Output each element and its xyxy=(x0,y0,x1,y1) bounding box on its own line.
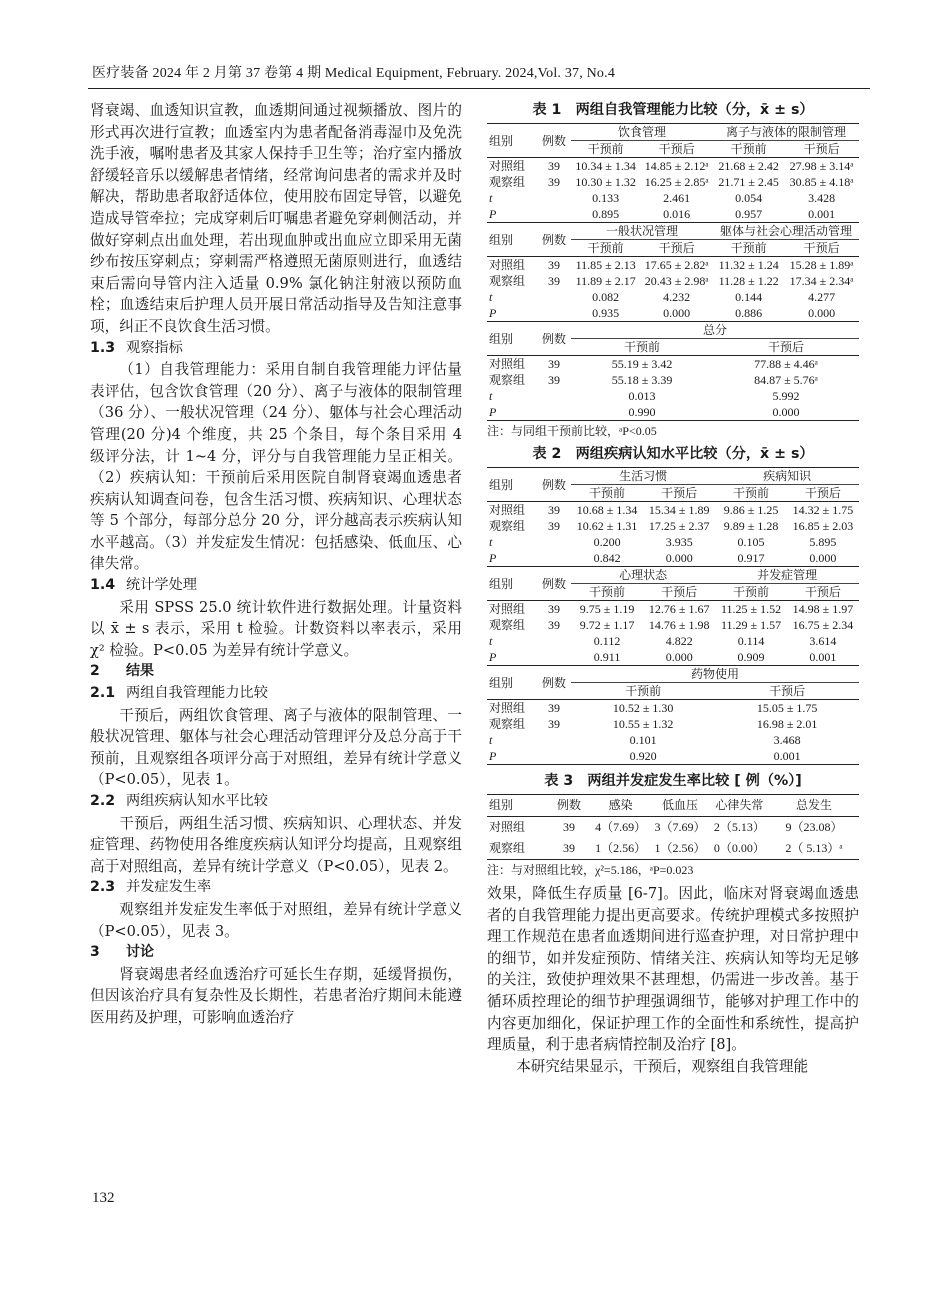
section-heading-2-2: 2.2 两组疾病认知水平比较 xyxy=(90,793,268,809)
table-2 xyxy=(487,467,859,765)
cell: 17.65 ± 2.82ᵃ xyxy=(644,258,709,272)
header-group: 组别 xyxy=(489,675,514,690)
section-heading-1-4: 1.4 统计学处理 xyxy=(90,577,197,594)
cell: 39 xyxy=(548,274,560,288)
header-post: 干预后 xyxy=(804,486,841,500)
header-count: 例数 xyxy=(541,133,566,148)
col-header: 例数 xyxy=(556,798,581,812)
row-label: P xyxy=(489,207,497,221)
header-post: 干预后 xyxy=(658,241,695,255)
cell: 11.89 ± 2.17 xyxy=(575,274,636,288)
cell: 0.917 xyxy=(737,551,765,565)
row-label: 对照组 xyxy=(489,820,526,834)
cell: 20.43 ± 2.98ᵃ xyxy=(644,274,709,288)
header-group: 组别 xyxy=(489,133,514,148)
cell: 2（5.13） xyxy=(713,820,765,834)
row-label: 观察组 xyxy=(489,274,526,288)
cell: 0.000 xyxy=(665,650,693,664)
cell: 0.957 xyxy=(735,207,763,221)
cell: 15.28 ± 1.89ᵃ xyxy=(789,258,854,272)
paragraph: 效果，降低生存质量 [6-7]。因此，临床对肾衰竭血透患者的自我管理能力提出更高要求。传统护理模式多按照护理工作规范在患者血透期间进行巡查护理，对日常护理中的细节，如并发症预防、情绪关注、疾病认知等均无足够的关注，致使护理效果不甚理想，仍需进一步改善。基于循环质控理论的细节护理强调细节，能够对护理工作中的内容更加细化，保证护理工作的全面性和系统性，提高护理质量，利于患者病情控制及治疗 [8]。 xyxy=(487,885,859,1054)
cell: 0.909 xyxy=(737,650,765,664)
cell: 55.18 ± 3.39 xyxy=(611,373,673,387)
cell: 0.144 xyxy=(735,290,763,304)
cell: 11.28 ± 1.22 xyxy=(718,274,779,288)
cell: 17.25 ± 2.37 xyxy=(648,519,710,533)
table-3-note: 注：与对照组比较，χ²=5.186，ᵃP=0.023 xyxy=(487,863,694,877)
section-heading-1-3: 1.3 观察指标 xyxy=(90,339,183,356)
dimension-header: 心理状态 xyxy=(571,567,715,584)
cell: 3.428 xyxy=(808,191,836,205)
header-post: 干预后 xyxy=(658,142,695,156)
header-post: 干预后 xyxy=(661,585,698,599)
cell: 0.000 xyxy=(665,551,693,565)
cell: 4.277 xyxy=(808,290,836,304)
cell: 39 xyxy=(548,159,560,173)
cell: 39 xyxy=(548,373,560,387)
header-group: 组别 xyxy=(489,576,514,591)
cell: 4.232 xyxy=(663,290,691,304)
row-label: 对照组 xyxy=(489,503,526,517)
dimension-header: 疾病知识 xyxy=(715,468,859,485)
row-label: P xyxy=(489,405,497,419)
header-post: 干预后 xyxy=(803,142,840,156)
cell: 4.822 xyxy=(665,634,693,648)
cell: 15.05 ± 1.75 xyxy=(756,701,818,715)
col-header: 组别 xyxy=(489,798,514,812)
cell: 5.895 xyxy=(809,535,837,549)
table-3-caption: 表 3 两组并发症发生率比较 [ 例（%）] xyxy=(544,773,802,789)
header-count: 例数 xyxy=(541,232,566,247)
cell: 1（2.56） xyxy=(654,841,706,855)
cell: 2（ 5.13）ᵃ xyxy=(785,841,843,855)
table-1 xyxy=(487,123,859,421)
header-count: 例数 xyxy=(541,675,566,690)
cell: 9.89 ± 1.28 xyxy=(723,519,779,533)
paragraph: 干预后，两组生活习惯、疾病知识、心理状态、并发症管理、药物使用各维度疾病认知评分均提高，且观察组高于对照组高，差异有统计学意义（P<0.05），见表 2。 xyxy=(90,814,462,875)
cell: 14.76 ± 1.98 xyxy=(648,618,710,632)
cell: 0.000 xyxy=(809,551,837,565)
dimension-header: 并发症管理 xyxy=(715,567,859,584)
cell: 0.911 xyxy=(593,650,621,664)
cell: 9（23.08） xyxy=(785,820,843,834)
cell: 0.016 xyxy=(663,207,691,221)
row-label: 观察组 xyxy=(489,519,526,533)
header-post: 干预后 xyxy=(804,585,841,599)
cell: 77.88 ± 4.46ᵃ xyxy=(754,357,818,371)
cell: 14.85 ± 2.12ᵃ xyxy=(644,159,709,173)
cell: 9.75 ± 1.19 xyxy=(579,602,635,616)
cell: 0.000 xyxy=(663,306,691,320)
paragraph: 采用 SPSS 25.0 统计软件进行数据处理。计量资料以 x̄ ± s 表示，采用 t 检验。计数资料以率表示，采用 χ² 检验。P<0.05 为差异有统计学意义。 xyxy=(90,598,462,659)
paragraph: 观察组并发症发生率低于对照组，差异有统计学意义（P<0.05），见表 3。 xyxy=(90,900,462,940)
dimension-header: 总分 xyxy=(571,322,859,339)
cell: 39 xyxy=(563,820,575,834)
section-heading-2-3: 2.3 并发症发生率 xyxy=(90,879,212,896)
paragraph: 肾衰竭患者经血透治疗可延长生存期，延缓肾损伤，但因该治疗具有复杂性及长期性，若患者治疗期间未能遵医用药及护理，可影响血透治疗 xyxy=(90,965,462,1026)
cell: 11.32 ± 1.24 xyxy=(718,258,779,272)
cell: 0（0.00） xyxy=(713,841,765,855)
row-label: P xyxy=(489,650,497,664)
cell: 39 xyxy=(548,519,560,533)
row-label: t xyxy=(489,634,493,648)
cell: 16.98 ± 2.01 xyxy=(756,717,818,731)
cell: 55.19 ± 3.42 xyxy=(611,357,673,371)
cell: 10.62 ± 1.31 xyxy=(576,519,638,533)
cell: 0.886 xyxy=(735,306,763,320)
cell: 3.935 xyxy=(665,535,693,549)
cell: 14.98 ± 1.97 xyxy=(792,602,854,616)
header-group: 组别 xyxy=(489,477,514,492)
cell: 84.87 ± 5.76ᵃ xyxy=(754,373,818,387)
cell: 0.082 xyxy=(592,290,620,304)
cell: 0.054 xyxy=(735,191,763,205)
cell: 12.76 ± 1.67 xyxy=(648,602,710,616)
cell: 11.85 ± 2.13 xyxy=(575,258,636,272)
section-heading-2: 2 结果 xyxy=(90,663,154,680)
header-group: 组别 xyxy=(489,232,514,247)
header-pre: 干预前 xyxy=(625,684,662,698)
cell: 3.468 xyxy=(773,733,801,747)
right-column xyxy=(487,100,859,1077)
row-label: t xyxy=(489,290,493,304)
cell: 4（7.69） xyxy=(595,820,647,834)
cell: 0.842 xyxy=(593,551,621,565)
cell: 16.75 ± 2.34 xyxy=(792,618,854,632)
header-group: 组别 xyxy=(489,331,514,346)
cell: 39 xyxy=(548,701,560,715)
header-count: 例数 xyxy=(541,576,566,591)
cell: 0.001 xyxy=(773,749,801,763)
section-heading-3: 3 讨论 xyxy=(90,944,154,961)
row-label: 对照组 xyxy=(489,258,526,272)
row-label: 观察组 xyxy=(489,841,526,855)
dimension-header: 离子与液体的限制管理 xyxy=(713,124,859,141)
cell: 0.133 xyxy=(592,191,620,205)
cell: 16.25 ± 2.85ᵃ xyxy=(644,175,709,189)
cell: 5.992 xyxy=(772,389,800,403)
row-label: 对照组 xyxy=(489,357,526,371)
cell: 0.000 xyxy=(808,306,836,320)
cell: 15.34 ± 1.89 xyxy=(648,503,710,517)
cell: 39 xyxy=(548,602,560,616)
header-pre: 干预前 xyxy=(587,142,624,156)
cell: 0.105 xyxy=(737,535,765,549)
col-header: 低血压 xyxy=(661,798,698,812)
dimension-header: 饮食管理 xyxy=(571,124,713,141)
cell: 0.013 xyxy=(628,389,656,403)
cell: 1（2.56） xyxy=(595,841,647,855)
col-header: 总发生 xyxy=(795,798,832,812)
cell: 21.71 ± 2.45 xyxy=(718,175,779,189)
cell: 30.85 ± 4.18ᵃ xyxy=(789,175,854,189)
section-heading-2-1: 2.1 两组自我管理能力比较 xyxy=(90,685,268,702)
cell: 17.34 ± 2.34ᵃ xyxy=(789,274,854,288)
dimension-header: 躯体与社会心理活动管理 xyxy=(713,223,859,240)
header-post: 干预后 xyxy=(661,486,698,500)
header-count: 例数 xyxy=(541,331,566,346)
header-pre: 干预前 xyxy=(733,486,770,500)
cell: 39 xyxy=(548,258,560,272)
cell: 10.34 ± 1.34 xyxy=(575,159,636,173)
header-post: 干预后 xyxy=(768,340,805,354)
row-label: t xyxy=(489,733,493,747)
cell: 11.25 ± 1.52 xyxy=(720,602,782,616)
row-label: t xyxy=(489,389,493,403)
cell: 3（7.69） xyxy=(654,820,706,834)
cell: 10.68 ± 1.34 xyxy=(576,503,638,517)
cell: 10.52 ± 1.30 xyxy=(612,701,674,715)
table-3 xyxy=(487,794,859,860)
paragraph: （1）自我管理能力：采用自制自我管理能力评估量表评估，包含饮食管理（20 分）、离子与液体的限制管理（36 分）、一般状况管理（24 分）、躯体与社会心理活动管理(20 分)4 个维度，共 25 个条目，每个条目采用 4 级评分法，计 1~4 分，评分与自我管理能力呈正相关。（2）疾病认知：干预前后采用医院自制肾衰竭血透患者疾病认知调查问卷，包含生活习惯、疾病知识、心理状态等 5 个部分，每部分总分 20 分，评分越高表示疾病认知水平越高。（3）并发症发生情况：包括感染、低血压、心律失常。 xyxy=(90,361,462,573)
header-count: 例数 xyxy=(541,477,566,492)
cell: 10.55 ± 1.32 xyxy=(612,717,674,731)
header-rule xyxy=(88,88,870,89)
cell: 2.461 xyxy=(663,191,691,205)
header-post: 干预后 xyxy=(769,684,806,698)
col-header: 心律失常 xyxy=(715,798,764,812)
cell: 9.86 ± 1.25 xyxy=(723,503,779,517)
cell: 39 xyxy=(548,357,560,371)
cell: 0.895 xyxy=(592,207,620,221)
table-1-note: 注：与同组干预前比较，ᵃP<0.05 xyxy=(487,424,657,438)
cell: 0.920 xyxy=(629,749,657,763)
cell: 39 xyxy=(563,841,575,855)
cell: 0.001 xyxy=(809,650,837,664)
table-2-caption: 表 2 两组疾病认知水平比较（分，x̄ ± s） xyxy=(532,446,814,462)
row-label: P xyxy=(489,551,497,565)
paragraph: 干预后，两组饮食管理、离子与液体的限制管理、一般状况管理、躯体与社会心理活动管理评分及总分高于干预前，且观察组各项评分高于对照组，差异有统计学意义（P<0.05），见表 1。 xyxy=(90,706,462,789)
cell: 0.935 xyxy=(592,306,620,320)
dimension-header: 生活习惯 xyxy=(571,468,715,485)
row-label: P xyxy=(489,306,497,320)
cell: 10.30 ± 1.32 xyxy=(575,175,636,189)
left-column xyxy=(90,100,462,1029)
header-pre: 干预前 xyxy=(587,241,624,255)
cell: 3.614 xyxy=(809,634,837,648)
page-number: 132 xyxy=(92,1190,115,1206)
cell: 39 xyxy=(548,618,560,632)
row-label: 观察组 xyxy=(489,717,526,731)
header-pre: 干预前 xyxy=(624,340,661,354)
cell: 16.85 ± 2.03 xyxy=(792,519,854,533)
row-label: 观察组 xyxy=(489,373,526,387)
header-pre: 干预前 xyxy=(589,585,626,599)
cell: 0.000 xyxy=(772,405,800,419)
cell: 39 xyxy=(548,175,560,189)
row-label: t xyxy=(489,191,493,205)
header-pre: 干预前 xyxy=(730,142,767,156)
cell: 14.32 ± 1.75 xyxy=(792,503,854,517)
cell: 27.98 ± 3.14ᵃ xyxy=(789,159,854,173)
cell: 39 xyxy=(548,503,560,517)
row-label: P xyxy=(489,749,497,763)
dimension-header: 药物使用 xyxy=(571,666,859,683)
header-pre: 干预前 xyxy=(730,241,767,255)
header-pre: 干预前 xyxy=(589,486,626,500)
paragraph: 肾衰竭、血透知识宣教，血透期间通过视频播放、图片的形式再次进行宣教；血透室内为患者配备消毒湿巾及免洗洗手液，嘱咐患者及其家人保持手卫生等；治疗室内播放舒缓轻音乐以缓解患者情绪，经常询问患者的需求并及时解决，帮助患者取舒适体位，使用胶布固定导管，以避免造成导管牵拉；完成穿刺后叮嘱患者避免穿刺侧活动，并做好穿刺点出血处理，若出现血肿或出血应立即采用无菌纱布按压穿刺点；穿刺需严格遵照无菌原则进行，血透结束后需向导管内注入适量 0.9% 氯化钠注射液以预防血栓；血透结束后护理人员开展日常活动指导及告知注意事项，纠正不良饮食生活习惯。 xyxy=(90,102,462,335)
table-1-caption: 表 1 两组自我管理能力比较（分，x̄ ± s） xyxy=(532,102,814,118)
cell: 0.990 xyxy=(628,405,656,419)
row-label: 观察组 xyxy=(489,618,526,632)
cell: 39 xyxy=(548,717,560,731)
col-header: 感染 xyxy=(608,798,633,812)
row-label: 对照组 xyxy=(489,701,526,715)
row-label: 对照组 xyxy=(489,159,526,173)
journal-header: 医疗装备 2024 年 2 月第 37 卷第 4 期 Medical Equipment, February. 2024,Vol. 37, No.4 xyxy=(92,66,616,81)
cell: 11.29 ± 1.57 xyxy=(720,618,782,632)
row-label: 对照组 xyxy=(489,602,526,616)
cell: 0.114 xyxy=(737,634,765,648)
cell: 0.001 xyxy=(808,207,836,221)
row-label: t xyxy=(489,535,493,549)
paragraph: 本研究结果显示，干预后，观察组自我管理能 xyxy=(516,1057,809,1075)
cell: 9.72 ± 1.17 xyxy=(579,618,635,632)
header-pre: 干预前 xyxy=(733,585,770,599)
row-label: 观察组 xyxy=(489,175,526,189)
header-post: 干预后 xyxy=(803,241,840,255)
cell: 0.200 xyxy=(593,535,621,549)
cell: 0.112 xyxy=(593,634,621,648)
dimension-header: 一般状况管理 xyxy=(571,223,713,240)
cell: 21.68 ± 2.42 xyxy=(718,159,779,173)
cell: 0.101 xyxy=(629,733,657,747)
